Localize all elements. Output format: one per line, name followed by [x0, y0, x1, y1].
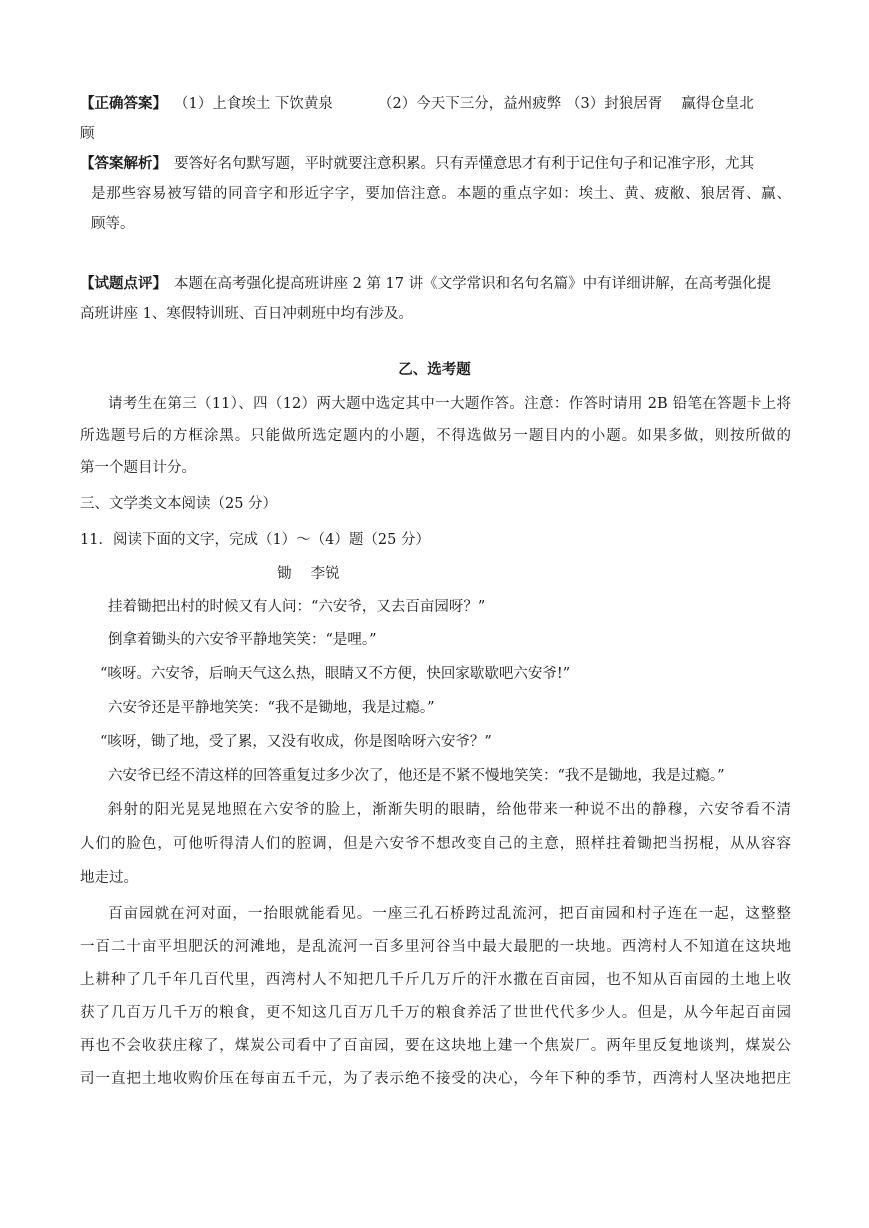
paragraph-1-line-1: 斜射的阳光晃晃地照在六安爷的脸上，渐渐失明的眼睛，给他带来一种说不出的静穆，六安爷看不清: [108, 802, 791, 818]
comment-label: 【试题点评】: [80, 275, 167, 292]
dialogue-line-4: 六安爷还是平静地笑笑：“我不是锄地，我是过瘾。”: [108, 700, 435, 716]
dialogue-line-1: 挂着锄把出村的时候又有人问：“六安爷，又去百亩园呀？”: [108, 599, 486, 615]
paragraph-2-line-3: 上耕种了几千年几百代里，西湾村人不知把几千斤几万斤的汗水撒在百亩园，也不知从百亩园的土地上收: [80, 972, 791, 988]
answer-label: 【正确答案】: [80, 95, 167, 112]
analysis-text-2: 是那些容易被写错的同音字和形近字字，要加倍注意。本题的重点字如：埃土、黄、疲敝、狼居胥、赢、: [91, 186, 791, 202]
dialogue-line-6: 六安爷已经不清这样的回答重复过多少次了，他还是不紧不慢地笑笑：“我不是锄地，我是过瘾。”: [108, 768, 725, 784]
paragraph-2-line-1: 百亩园就在河对面，一抬眼就能看见。一座三孔石桥跨过乱流河，把百亩园和村子连在一起，这整整: [108, 906, 791, 922]
paragraph-2-line-2: 一百二十亩平坦肥沃的河滩地，是乱流河一百多里河谷当中最大最肥的一块地。西湾村人不知道在这块地: [80, 939, 791, 955]
instructions-line-1: 请考生在第三（11）、四（12）两大题中选定其中一大题作答。注意：作答时请用 2B 铅笔在答题卡上将: [108, 396, 791, 412]
answer-part-3: （3）封狼居胥 赢得仓皇北: [566, 96, 754, 112]
answer-part-1: （1）上食埃土 下饮黄泉: [174, 96, 333, 112]
paragraph-2-line-6: 司一直把土地收购价压在每亩五千元，为了表示绝不接受的决心，今年下种的季节，西湾村人坚决地把庄: [80, 1071, 791, 1087]
comment-text-2: 高班讲座 1、寒假特训班、百日冲刺班中均有涉及。: [80, 306, 413, 322]
paragraph-1-line-3: 地走过。: [80, 870, 138, 886]
dialogue-line-2: 倒拿着锄头的六安爷平静地笑笑：“是哩。”: [108, 632, 377, 648]
analysis-text-3: 顾等。: [91, 216, 135, 232]
story-title: 锄 李锐: [277, 566, 340, 582]
answer-continuation: 顾: [80, 126, 95, 142]
paragraph-1-line-2: 人们的脸色，可他听得清人们的腔调，但是六安爷不想改变自己的主意，照样拄着锄把当拐棍，从从容容: [80, 836, 791, 852]
question-prompt: 11．阅读下面的文字，完成（1）～（4）题（25 分）: [80, 532, 430, 548]
comment-text-1: 本题在高考强化提高班讲座 2 第 17 讲《文学常识和名句名篇》中有详细讲解，在高考强化提: [174, 276, 772, 292]
dialogue-line-3: “咳呀。六安爷，后晌天气这么热，眼睛又不方便，快回家歇歇吧六安爷!”: [100, 666, 571, 682]
answer-part-2: （2）今天下三分，益州疲弊: [378, 96, 562, 112]
analysis-text-1: 要答好名句默写题，平时就要注意积累。只有弄懂意思才有利于记住句子和记准字形，尤其: [174, 156, 754, 172]
analysis-label: 【答案解析】: [80, 155, 167, 172]
part-heading: 三、文学类文本阅读（25 分）: [80, 496, 278, 512]
section-title: 乙、选考题: [398, 361, 471, 378]
instructions-line-2: 所选题号后的方框涂黑。只能做所选定题内的小题，不得选做另一题目内的小题。如果多做，则按所做的: [80, 428, 791, 444]
dialogue-line-5: “咳呀，锄了地，受了累，又没有收成，你是图啥呀六安爷？”: [100, 734, 492, 750]
instructions-line-3: 第一个题目计分。: [80, 460, 196, 476]
paragraph-2-line-4: 获了几百万几千万的粮食，更不知这几百万几千万的粮食养活了世世代代多少人。但是，从今年起百亩园: [80, 1005, 791, 1021]
paragraph-2-line-5: 再也不会收获庄稼了，煤炭公司看中了百亩园，要在这块地上建一个焦炭厂。两年里反复地谈判，煤炭公: [80, 1038, 791, 1054]
